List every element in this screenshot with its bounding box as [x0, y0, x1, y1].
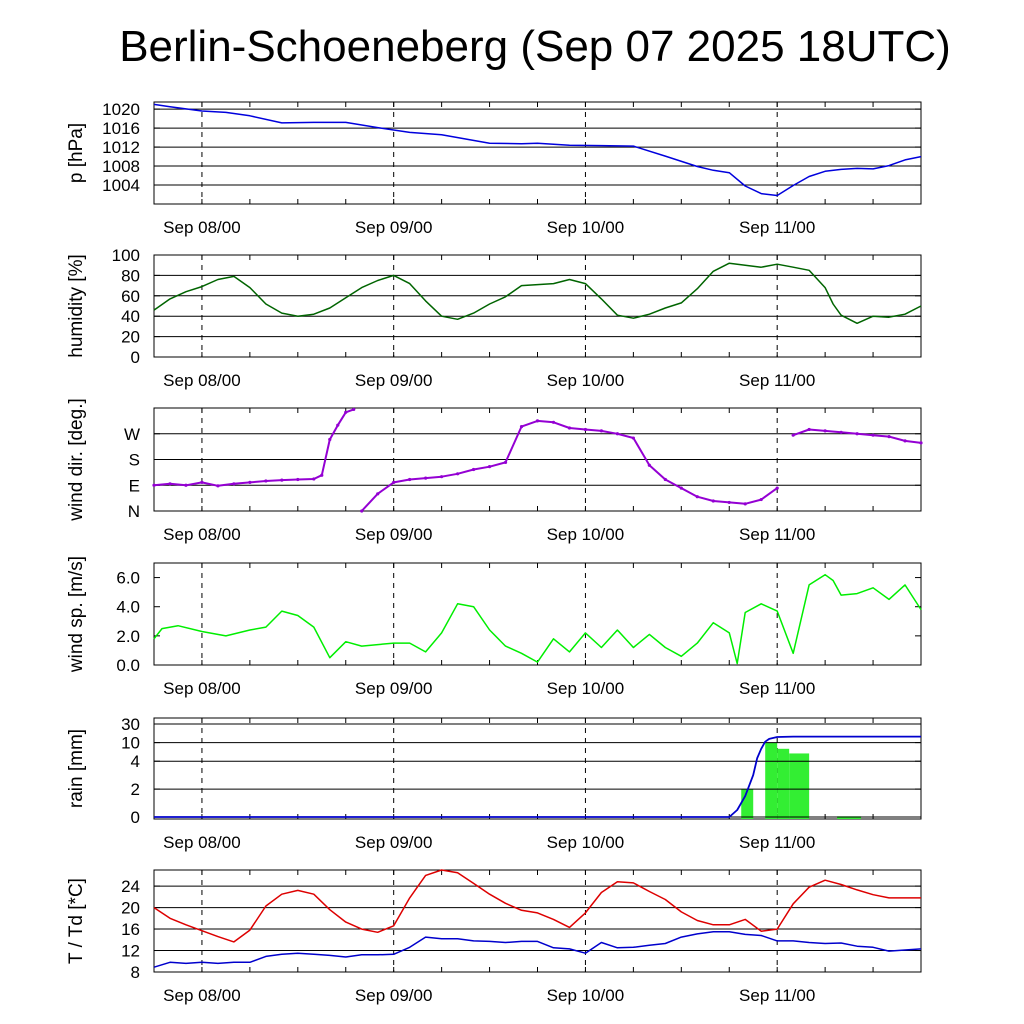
x-tick-label: Sep 11/00 — [739, 679, 816, 698]
wind-direction-point — [232, 482, 235, 485]
wind-direction-point — [376, 492, 379, 495]
x-tick-label: Sep 08/00 — [163, 679, 241, 698]
x-tick-label: Sep 09/00 — [354, 525, 433, 544]
y-tick-label: 0.0 — [116, 656, 140, 675]
y-tick-label: 12 — [121, 941, 140, 961]
wind-direction-point — [600, 429, 603, 432]
wind-direction-point — [488, 465, 491, 468]
wind-direction-point — [216, 484, 219, 487]
wind-direction-trace — [793, 430, 921, 443]
wind-direction-point — [776, 487, 779, 490]
wind-direction-point — [504, 461, 507, 464]
wind-direction-point — [584, 428, 587, 431]
x-tick-label: Sep 09/00 — [354, 833, 433, 852]
y-tick-label: 1012 — [102, 138, 140, 158]
wind-direction-point — [248, 481, 251, 484]
wind-direction-point — [712, 499, 715, 502]
wind-direction-point — [728, 501, 731, 504]
x-tick-label: Sep 09/00 — [354, 679, 433, 698]
wind-direction-point — [903, 439, 906, 442]
y-tick-label: 1020 — [102, 100, 140, 120]
wind-direction-point — [344, 411, 347, 414]
x-tick-label: Sep 10/00 — [546, 218, 625, 237]
wind-direction-point — [296, 478, 299, 481]
wind-direction-point — [168, 482, 171, 485]
y-tick-label: E — [128, 476, 140, 496]
wind-direction-point — [664, 478, 667, 481]
x-tick-label: Sep 11/00 — [739, 371, 816, 390]
wind-direction-point — [408, 478, 411, 481]
y-tick-label: 1016 — [102, 119, 140, 139]
y-tick-label: 8 — [130, 963, 140, 982]
wind-direction-point — [440, 475, 443, 478]
wind-direction-point — [855, 432, 858, 435]
wind-direction-point — [200, 481, 203, 484]
rain-bar — [777, 749, 789, 819]
y-tick-label: 0 — [130, 348, 140, 367]
y-tick-label: 24 — [121, 877, 140, 897]
wind-direction-point — [352, 408, 355, 411]
y-tick-label: 40 — [121, 307, 140, 327]
dewpoint-line — [154, 932, 921, 968]
y-tick-label: 4 — [130, 752, 140, 772]
x-tick-label: Sep 09/00 — [354, 218, 433, 237]
wind-direction-point — [184, 484, 187, 487]
wind-direction-point — [392, 481, 395, 484]
wind-direction-point — [472, 468, 475, 471]
y-tick-label: 1004 — [102, 176, 140, 196]
humidity-line — [154, 263, 921, 323]
wind-direction-point — [696, 495, 699, 498]
chart-title: Berlin-Schoeneberg (Sep 07 2025 18UTC) — [119, 22, 951, 71]
rain-bar — [789, 753, 809, 819]
wind-speed-line — [154, 575, 921, 664]
rain-bar — [765, 743, 777, 819]
wind-direction-point — [871, 434, 874, 437]
wind-direction-point — [520, 425, 523, 428]
pressure-line — [154, 104, 921, 195]
y-tick-label: 60 — [121, 286, 140, 306]
wind-direction-trace — [154, 409, 354, 485]
wind-direction-point — [456, 472, 459, 475]
wind-direction-point — [360, 509, 363, 512]
y-tick-label: 100 — [111, 246, 140, 265]
wind-direction-point — [616, 432, 619, 435]
x-tick-label: Sep 10/00 — [546, 986, 625, 1005]
wind-direction-point — [680, 487, 683, 490]
wind-direction-point — [280, 479, 283, 482]
wind-direction-point — [320, 474, 323, 477]
y-tick-label: 30 — [121, 715, 140, 734]
wind-direction-point — [744, 502, 747, 505]
y-tick-label: 4.0 — [116, 597, 140, 617]
x-tick-label: Sep 11/00 — [739, 833, 816, 852]
x-tick-label: Sep 10/00 — [546, 371, 625, 390]
x-tick-label: Sep 08/00 — [163, 525, 241, 544]
x-tick-label: Sep 11/00 — [739, 986, 816, 1005]
x-tick-label: Sep 08/00 — [163, 986, 241, 1005]
x-tick-label: Sep 10/00 — [546, 525, 625, 544]
panel-4 — [66, 715, 921, 852]
y-tick-label: 80 — [121, 266, 140, 286]
y-tick-label: N — [127, 502, 140, 521]
x-tick-label: Sep 10/00 — [546, 679, 625, 698]
x-tick-label: Sep 10/00 — [546, 833, 625, 852]
wind-direction-point — [760, 498, 763, 501]
wind-direction-point — [632, 436, 635, 439]
y-axis-label: T / Td [*C] — [66, 878, 87, 964]
wind-direction-point — [840, 431, 843, 434]
wind-direction-point — [312, 477, 315, 480]
wind-direction-point — [808, 428, 811, 431]
y-tick-label: S — [128, 450, 140, 470]
y-tick-label: 6.0 — [116, 568, 140, 588]
wind-direction-point — [568, 426, 571, 429]
wind-direction-point — [336, 424, 339, 427]
panel-frame — [154, 102, 921, 204]
wind-direction-point — [152, 484, 155, 487]
y-axis-label: wind sp. [m/s] — [66, 555, 87, 673]
x-tick-label: Sep 08/00 — [163, 218, 241, 237]
x-tick-label: Sep 11/00 — [739, 218, 816, 237]
wind-direction-point — [648, 464, 651, 467]
y-axis-label: wind dir. [deg.] — [66, 398, 87, 521]
wind-direction-point — [536, 419, 539, 422]
y-tick-label: 20 — [121, 898, 140, 918]
y-tick-label: 16 — [121, 920, 140, 940]
panel-1 — [66, 246, 921, 390]
wind-direction-point — [552, 421, 555, 424]
rain-bar — [741, 789, 753, 819]
temperature-line — [154, 870, 921, 942]
wind-direction-point — [424, 476, 427, 479]
y-tick-label: 0 — [130, 808, 140, 827]
y-axis-label: p [hPa] — [66, 122, 87, 184]
y-axis-label: rain [mm] — [66, 728, 87, 809]
x-tick-label: Sep 09/00 — [354, 986, 433, 1005]
x-tick-label: Sep 08/00 — [163, 371, 241, 390]
y-tick-label: 20 — [121, 327, 140, 347]
y-tick-label: W — [123, 424, 140, 444]
y-tick-label: 2.0 — [116, 626, 140, 646]
wind-direction-point — [919, 441, 922, 444]
wind-direction-point — [264, 479, 267, 482]
panel-0 — [66, 100, 921, 237]
wind-direction-trace — [362, 421, 778, 511]
x-tick-label: Sep 11/00 — [739, 525, 816, 544]
wind-direction-point — [887, 435, 890, 438]
wind-direction-point — [824, 429, 827, 432]
x-tick-label: Sep 09/00 — [354, 371, 433, 390]
y-axis-label: humidity [%] — [66, 254, 87, 358]
panel-3 — [66, 556, 921, 698]
panel-2 — [66, 398, 923, 544]
wind-direction-point — [328, 438, 331, 441]
x-tick-label: Sep 08/00 — [163, 833, 241, 852]
y-tick-label: 1008 — [102, 157, 140, 177]
wind-direction-point — [792, 434, 795, 437]
y-tick-label: 2 — [130, 780, 140, 800]
panel-frame — [154, 563, 921, 665]
y-tick-label: 10 — [121, 733, 140, 753]
panel-5 — [66, 870, 921, 1005]
